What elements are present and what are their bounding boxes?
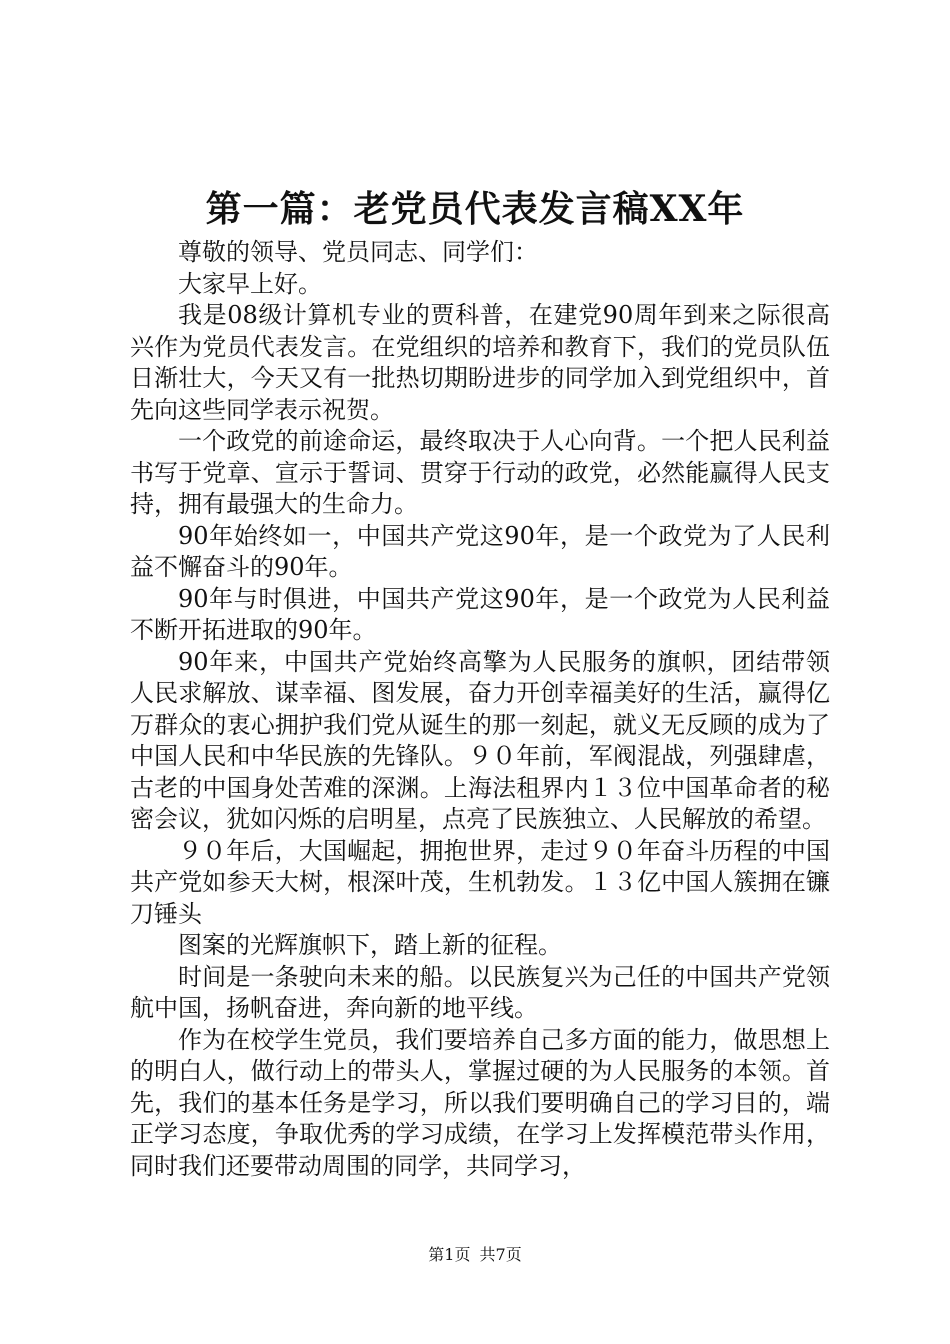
paragraph: 一个政党的前途命运，最终取决于人心向背。一个把人民利益书写于党章、宣示于誓词、贯穿于行动的政党，必然能赢得人民支持，拥有最强大的生命力。	[130, 427, 830, 518]
page-footer	[0, 1244, 950, 1266]
document-title: 第一篇：老党员代表发言稿XX年	[205, 188, 745, 230]
paragraph: 作为在校学生党员，我们要培养自己多方面的能力，做思想上的明白人，做行动上的带头人，掌握过硬的为人民服务的本领。首先，我们的基本任务是学习，所以我们要明确自己的学习目的，端正学习态度，争取优秀的学习成绩，在学习上发挥模范带头作用，同时我们还要带动周围的同学，共同学习，	[130, 1025, 830, 1180]
document-body	[130, 237, 830, 1182]
paragraph-salutation: 尊敬的领导、党员同志、同学们：	[178, 238, 538, 266]
paragraph: 时间是一条驶向未来的船。以民族复兴为己任的中国共产党领航中国，扬帆奋进，奔向新的地平线。	[130, 962, 830, 1022]
page-number-current: 第1页	[428, 1245, 471, 1264]
paragraph: 90年与时俱进，中国共产党这90年，是一个政党为人民利益不断开拓进取的90年。	[130, 584, 830, 644]
paragraph: 图案的光辉旗帜下，踏上新的征程。	[178, 931, 562, 959]
paragraph: 90年来，中国共产党始终高擎为人民服务的旗帜，团结带领人民求解放、谋幸福、图发展，奋力开创幸福美好的生活，赢得亿万群众的衷心拥护我们党从诞生的那一刻起，就义无反顾的成为了中国人民和中华民族的先锋队。９０年前，军阀混战，列强肆虐，古老的中国身处苦难的深渊。上海法租界内１３位中国革命者的秘密会议，犹如闪烁的启明星，点亮了民族独立、人民解放的希望。	[130, 647, 830, 833]
page-number-total: 共7页	[479, 1245, 522, 1264]
paragraph: 90年始终如一，中国共产党这90年，是一个政党为了人民利益不懈奋斗的90年。	[130, 521, 830, 581]
paragraph: ９０年后，大国崛起，拥抱世界，走过９０年奋斗历程的中国共产党如参天大树，根深叶茂，生机勃发。１３亿中国人簇拥在镰刀锤头	[130, 836, 830, 928]
paragraph-greeting: 大家早上好。	[178, 269, 322, 298]
paragraph: 我是08级计算机专业的贾科普，在建党90周年到来之际很高兴作为党员代表发言。在党组织的培养和教育下，我们的党员队伍日渐壮大，今天又有一批热切期盼进步的同学加入到党组织中，首先向这些同学表示祝贺。	[130, 301, 830, 424]
